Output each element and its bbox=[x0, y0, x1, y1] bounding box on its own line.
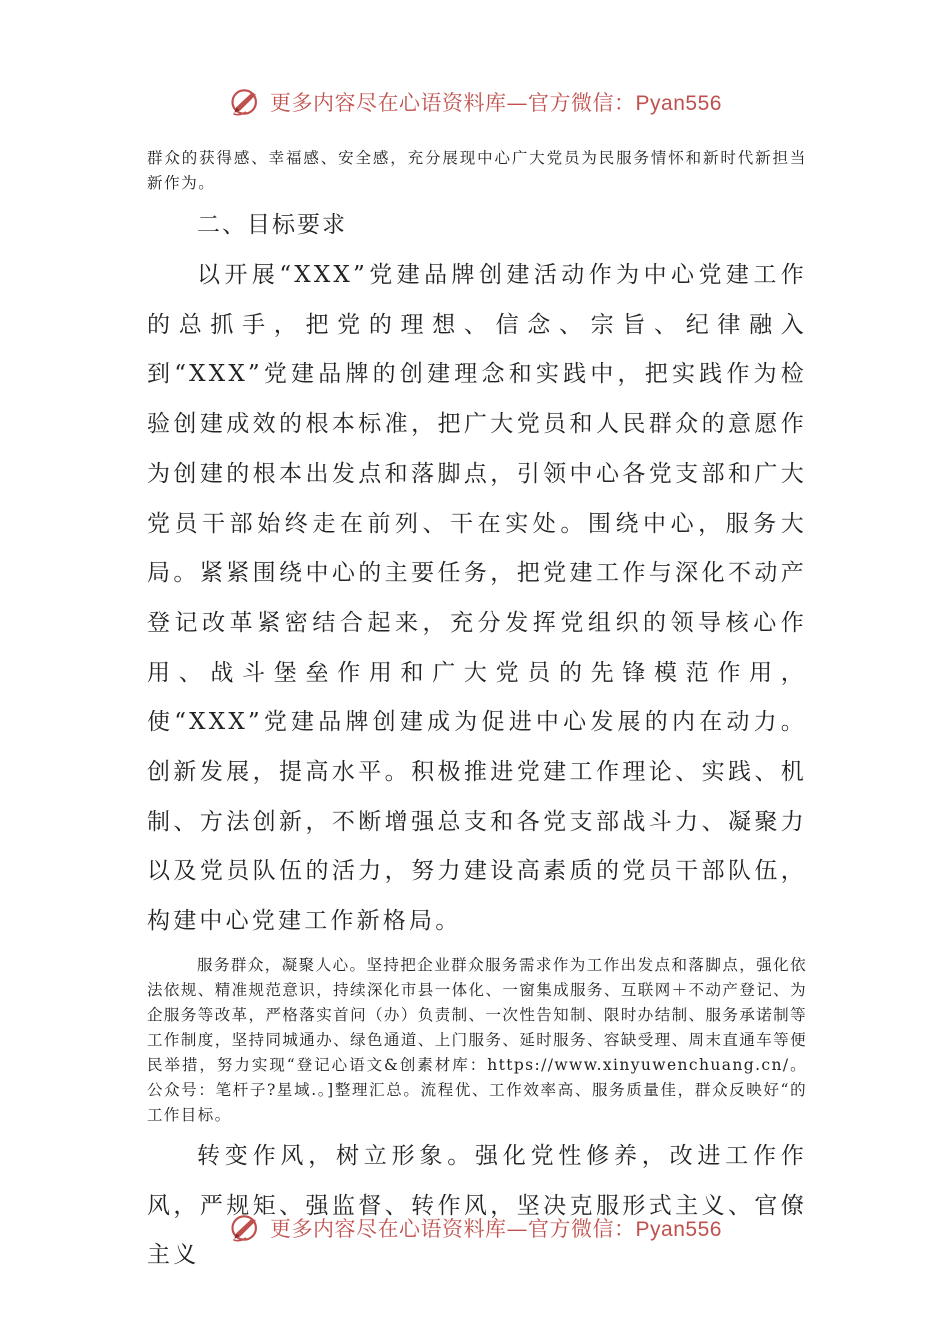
paragraph-change-style: 转变作风，树立形象。强化党性修养，改进工作作风，严规矩、强监督、转作风，坚决克服形式主义、官僚主义 bbox=[147, 1142, 807, 1269]
watermark-text: 更多内容尽在心语资料库—官方微信：Pyan556 bbox=[270, 91, 722, 115]
watermark-footer bbox=[0, 1210, 950, 1246]
pen-logo-icon bbox=[228, 84, 264, 120]
paragraph-goal-requirements: 以开展“XXX”党建品牌创建活动作为中心党建工作的总抓手，把党的理想、信念、宗旨、纪律融入到“XXX”党建品牌的创建理念和实践中，把实践作为检验创建成效的根本标准，把广大党员和人民群众的意愿作为创建的根本出发点和落脚点，引领中心各党支部和广大党员干部始终走在前列、干在实处。围绕中心，服务大局。紧紧围绕中心的主要任务，把党建工作与深化不动产登记改革紧密结合起来，充分发挥党组织的领导核心作用、战斗堡垒作用和广大党员的先锋模范作用，使“XXX”党建品牌创建成为促进中心发展的内在动力。创新发展，提高水平。积极推进党建工作理论、实践、机制、方法创新，不断增强总支和各党支部战斗力、凝聚力以及党员队伍的活力，努力建设高素质的党员干部队伍，构建中心党建工作新格局。 bbox=[147, 262, 807, 935]
document-body bbox=[147, 146, 807, 1281]
watermark-header bbox=[0, 84, 950, 120]
section-heading: 二、目标要求 bbox=[197, 212, 347, 238]
intro-paragraph: 群众的获得感、幸福感、安全感，充分展现中心广大党员为民服务情怀和新时代新担当新作为。 bbox=[147, 149, 807, 192]
watermark-text: 更多内容尽在心语资料库—官方微信：Pyan556 bbox=[270, 1217, 722, 1241]
pen-logo-icon bbox=[228, 1210, 264, 1246]
paragraph-serve-masses: 服务群众，凝聚人心。坚持把企业群众服务需求作为工作出发点和落脚点，强化依法依规、精准规范意识，持续深化市县一体化、一窗集成服务、互联网＋不动产登记、为企服务等改革，严格落实首问（办）负责制、一次性告知制、限时办结制、服务承诺制等工作制度，坚持同城通办、绿色通道、上门服务、延时服务、容缺受理、周末直通车等便民举措，努力实现“登记心语文&创素材库：https://www.xinyuwenchuang.cn/。公众号：笔杆子?星域.。]整理汇总。流程优、工作效率高、服务质量佳，群众反映好“的工作目标。 bbox=[147, 955, 807, 1124]
